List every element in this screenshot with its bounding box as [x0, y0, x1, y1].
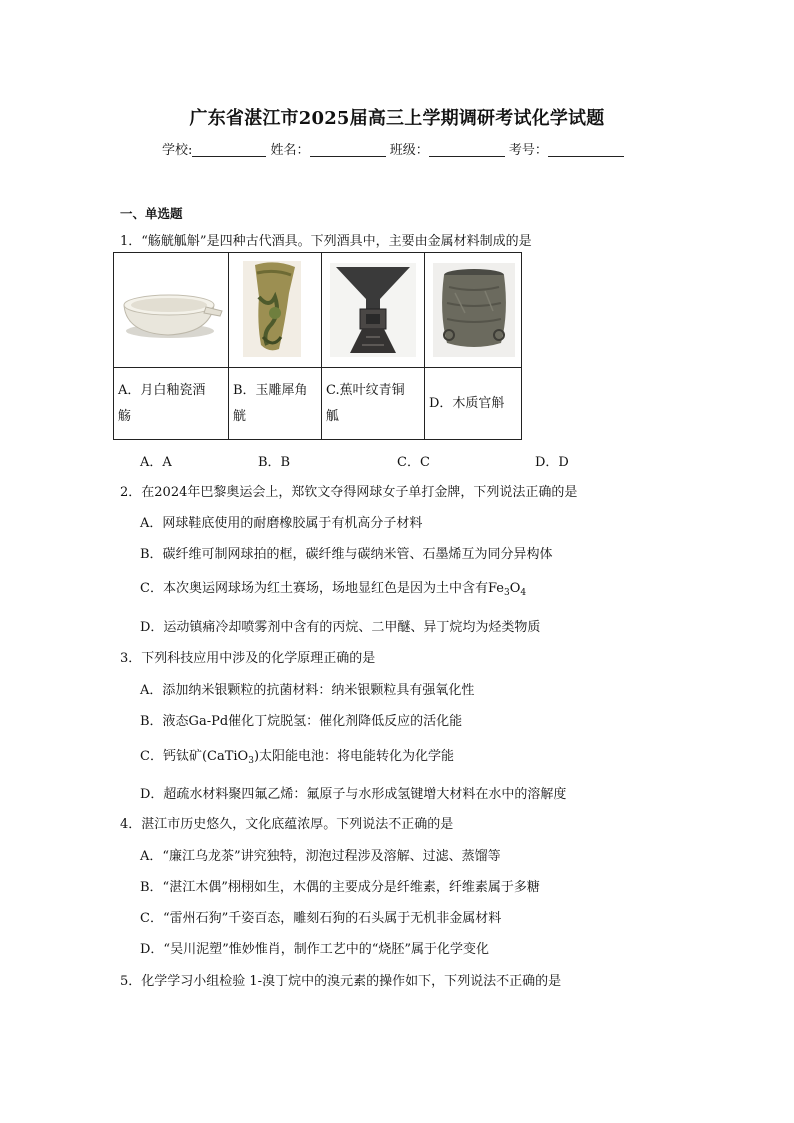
q4-option-c[interactable]: C．“雷州石狗”千姿百态，雕刻石狗的石头属于无机非金属材料	[140, 911, 502, 926]
q4-option-d[interactable]: D．“吴川泥塑”惟妙惟肖，制作工艺中的“烧胚”属于化学变化	[140, 942, 490, 957]
q3-option-b[interactable]: B．液态Ga-Pd催化丁烷脱氢：催化剂降低反应的活化能	[140, 714, 463, 729]
name-label: 姓名：	[270, 143, 310, 158]
jade-horn-image	[229, 253, 321, 367]
cell-image-b	[229, 253, 322, 368]
q1-answer-c[interactable]: C．C	[397, 455, 430, 470]
q2-option-c[interactable]	[140, 577, 526, 598]
vessel-table	[113, 252, 522, 440]
option-b-line2: 觥	[233, 408, 247, 424]
id-label: 考号：	[508, 143, 548, 158]
q2-option-d[interactable]: D．运动镇痛冷却喷雾剂中含有的丙烷、二甲醚、异丁烷均为烃类物质	[140, 620, 541, 635]
q3-option-a[interactable]: A．添加纳米银颗粒的抗菌材料：纳米银颗粒具有强氧化性	[140, 683, 475, 698]
q4-option-a[interactable]: A．“廉江乌龙茶”讲究独特，沏泡过程涉及溶解、过滤、蒸馏等	[140, 849, 501, 864]
option-d-line1: D．木质官斛	[429, 395, 505, 411]
question-3-stem: 3．下列科技应用中涉及的化学原理正确的是	[120, 651, 376, 666]
q1-answer-b[interactable]: B．B	[258, 455, 291, 470]
cell-image-d	[425, 253, 522, 368]
q2-formula-sub1: 3	[503, 588, 510, 598]
cell-text-b	[229, 368, 322, 440]
bronze-gu-image	[322, 253, 424, 367]
wooden-hu-image	[425, 253, 521, 367]
q1-answer-d[interactable]: D．D	[535, 455, 569, 470]
option-c-line1: C.蕉叶纹青铜	[326, 382, 405, 398]
class-blank[interactable]	[429, 142, 505, 157]
q3-formula-sub: 3	[248, 756, 254, 766]
cell-text-a	[114, 368, 229, 440]
option-b-line1: B．玉雕犀角	[233, 382, 308, 398]
class-label: 班级：	[389, 143, 429, 158]
q3-option-c-suffix: )太阳能电池：将电能转化为化学能	[253, 749, 455, 764]
q3-formula-catio: (CaTiO	[201, 749, 249, 764]
q3-option-c-prefix: C．钙钛矿	[140, 749, 202, 764]
question-1-stem: 1．“觞觥觚斛”是四种古代酒具。下列酒具中，主要由金属材料制成的是	[120, 234, 532, 249]
cell-image-c	[322, 253, 425, 368]
q2-formula-sub2: 4	[520, 588, 527, 598]
name-blank[interactable]	[310, 142, 386, 157]
q2-formula-fe: Fe	[487, 581, 504, 596]
q3-option-c[interactable]	[140, 745, 454, 766]
page-title: 广东省湛江市2025届高三上学期调研考试化学试题	[189, 108, 605, 129]
ceramic-cup-image	[114, 253, 228, 367]
q2-option-c-text: C．本次奥运网球场为红土赛场，场地显红色是因为土中含有	[140, 581, 488, 596]
school-blank[interactable]	[192, 142, 266, 157]
q1-answer-a[interactable]: A．A	[140, 455, 172, 470]
q4-option-b[interactable]: B．“湛江木偶”栩栩如生，木偶的主要成分是纤维素，纤维素属于多糖	[140, 880, 540, 895]
student-info-line	[162, 139, 624, 158]
q2-option-a[interactable]: A．网球鞋底使用的耐磨橡胶属于有机高分子材料	[140, 516, 423, 531]
cell-image-a	[114, 253, 229, 368]
q3-option-d[interactable]: D．超疏水材料聚四氟乙烯：氟原子与水形成氢键增大材料在水中的溶解度	[140, 787, 567, 802]
question-5-stem: 5．化学学习小组检验 1-溴丁烷中的溴元素的操作如下，下列说法不正确的是	[120, 974, 562, 989]
question-4-stem: 4．湛江市历史悠久，文化底蕴浓厚。下列说法不正确的是	[120, 817, 454, 832]
option-a-line1: A．月白釉瓷酒	[118, 382, 206, 398]
school-label: 学校:	[162, 143, 193, 158]
option-a-line2: 觞	[118, 408, 132, 424]
question-2-stem: 2．在2024年巴黎奥运会上，郑钦文夺得网球女子单打金牌，下列说法正确的是	[120, 485, 578, 500]
id-blank[interactable]	[548, 142, 624, 157]
q2-option-b[interactable]: B．碳纤维可制网球拍的框，碳纤维与碳纳米管、石墨烯互为同分异构体	[140, 547, 553, 562]
q2-formula-o: O	[509, 581, 521, 596]
cell-text-c	[322, 368, 425, 440]
cell-text-d	[425, 368, 522, 440]
option-c-line2: 觚	[326, 408, 340, 424]
section-heading: 一、单选题	[120, 206, 183, 221]
